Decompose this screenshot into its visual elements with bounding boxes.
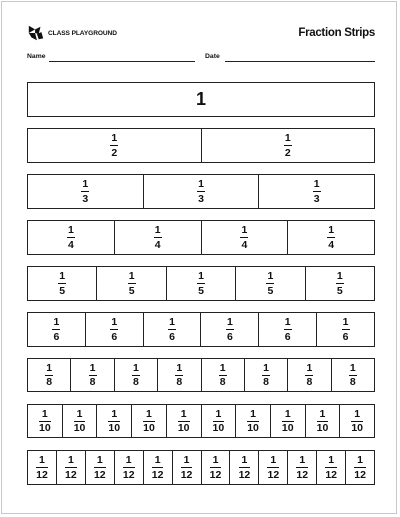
fraction-bar bbox=[239, 467, 251, 468]
fraction-denominator: 3 bbox=[198, 192, 204, 205]
fraction-cell bbox=[288, 451, 317, 484]
fraction-denominator: 12 bbox=[65, 468, 77, 481]
fraction-label bbox=[239, 455, 251, 480]
fraction-denominator: 2 bbox=[284, 146, 291, 159]
fraction-label bbox=[123, 455, 135, 480]
fraction-denominator: 12 bbox=[354, 468, 366, 481]
fraction-cell bbox=[245, 359, 288, 391]
fraction-bar bbox=[67, 237, 75, 238]
fraction-bar bbox=[181, 467, 193, 468]
fraction-denominator: 6 bbox=[111, 330, 118, 343]
fraction-strip-1 bbox=[27, 82, 375, 117]
fraction-label bbox=[132, 363, 140, 388]
fraction-numerator: 1 bbox=[146, 407, 152, 420]
fraction-label bbox=[210, 455, 222, 480]
fraction-numerator: 1 bbox=[59, 270, 66, 282]
fraction-denominator: 10 bbox=[73, 422, 86, 434]
fraction-bar bbox=[296, 467, 308, 468]
fraction-denominator: 5 bbox=[128, 284, 135, 297]
fraction-denominator: 8 bbox=[349, 376, 356, 388]
fraction-numerator: 1 bbox=[354, 407, 361, 420]
fraction-numerator: 1 bbox=[133, 361, 139, 374]
fraction-numerator: 1 bbox=[299, 454, 306, 466]
fraction-denominator: 12 bbox=[209, 468, 222, 481]
fraction-bar bbox=[152, 467, 164, 468]
fraction-cell bbox=[57, 451, 86, 484]
fraction-denominator: 12 bbox=[296, 468, 309, 481]
fraction-denominator: 5 bbox=[198, 284, 204, 297]
fraction-cell bbox=[236, 267, 305, 300]
fraction-numerator: 1 bbox=[53, 316, 60, 328]
fraction-denominator: 8 bbox=[133, 376, 139, 388]
fraction-cell bbox=[28, 175, 144, 208]
fraction-strip-4 bbox=[27, 220, 375, 255]
fraction-numerator: 1 bbox=[270, 454, 277, 466]
fraction-numerator: 1 bbox=[328, 224, 335, 236]
fraction-numerator: 1 bbox=[82, 178, 89, 190]
fraction-numerator: 1 bbox=[284, 132, 291, 144]
fraction-cell bbox=[271, 405, 306, 437]
fraction-cell bbox=[332, 359, 374, 391]
fraction-label bbox=[152, 455, 164, 480]
fraction-bar bbox=[226, 329, 234, 330]
fraction-cell bbox=[167, 405, 202, 437]
fraction-label bbox=[197, 179, 205, 204]
fraction-denominator: 12 bbox=[180, 468, 193, 481]
fraction-denominator: 12 bbox=[151, 468, 164, 481]
fraction-label bbox=[325, 455, 337, 480]
fraction-cell bbox=[28, 267, 97, 300]
fraction-label bbox=[313, 179, 321, 204]
fraction-label bbox=[74, 409, 86, 434]
fraction-denominator: 12 bbox=[267, 468, 280, 481]
fraction-denominator: 10 bbox=[316, 422, 329, 434]
fraction-label bbox=[39, 409, 51, 434]
fraction-label bbox=[181, 455, 193, 480]
fraction-denominator: 10 bbox=[247, 422, 259, 434]
fraction-strip-8 bbox=[27, 358, 375, 392]
fraction-numerator: 1 bbox=[267, 270, 274, 282]
fraction-denominator: 8 bbox=[219, 376, 226, 388]
fraction-numerator: 1 bbox=[111, 132, 118, 144]
fraction-cell bbox=[28, 129, 202, 162]
fraction-numerator: 1 bbox=[357, 454, 364, 466]
fraction-label bbox=[266, 271, 274, 296]
fraction-strip-2 bbox=[27, 128, 375, 163]
fraction-numerator: 1 bbox=[125, 454, 132, 466]
fraction-numerator: 1 bbox=[198, 270, 204, 282]
fraction-bar bbox=[65, 467, 77, 468]
fraction-label bbox=[219, 363, 227, 388]
fraction-denominator: 12 bbox=[122, 468, 135, 481]
fraction-bar bbox=[168, 329, 176, 330]
name-field[interactable] bbox=[49, 61, 195, 62]
fraction-bar bbox=[267, 467, 279, 468]
name-label: Name bbox=[27, 53, 46, 60]
fraction-cell bbox=[167, 267, 236, 300]
fraction-cell bbox=[202, 405, 237, 437]
fraction-numerator: 1 bbox=[41, 407, 48, 420]
fraction-denominator: 10 bbox=[281, 422, 294, 434]
fraction-cell bbox=[28, 313, 86, 346]
fraction-cell bbox=[144, 313, 202, 346]
fraction-denominator: 8 bbox=[46, 376, 53, 388]
student-fields bbox=[27, 53, 375, 65]
whole-label: 1 bbox=[195, 89, 206, 109]
fraction-numerator: 1 bbox=[342, 316, 349, 328]
fraction-bar bbox=[128, 283, 136, 284]
fraction-denominator: 8 bbox=[89, 376, 96, 388]
fraction-label bbox=[128, 271, 136, 296]
fraction-cell bbox=[306, 405, 341, 437]
fraction-denominator: 4 bbox=[241, 238, 248, 251]
fraction-bar bbox=[240, 237, 248, 238]
fraction-cell bbox=[317, 451, 346, 484]
fraction-cell bbox=[28, 83, 374, 116]
fraction-cell bbox=[97, 267, 166, 300]
fraction-cell bbox=[201, 313, 259, 346]
fraction-cell bbox=[306, 267, 374, 300]
fraction-label bbox=[262, 363, 270, 388]
fraction-numerator: 1 bbox=[111, 316, 118, 328]
fraction-numerator: 1 bbox=[263, 361, 269, 374]
fraction-numerator: 1 bbox=[226, 316, 233, 328]
fraction-numerator: 1 bbox=[154, 224, 161, 236]
fraction-denominator: 3 bbox=[313, 192, 320, 205]
fraction-label bbox=[175, 363, 183, 388]
fraction-bar bbox=[123, 467, 135, 468]
fraction-denominator: 4 bbox=[67, 238, 74, 251]
brand-name: CLASS PLAYGROUND bbox=[48, 29, 117, 37]
fraction-bar bbox=[284, 329, 292, 330]
fraction-label bbox=[351, 409, 363, 434]
fraction-denominator: 8 bbox=[306, 376, 313, 388]
fraction-bar bbox=[94, 467, 106, 468]
fraction-bar bbox=[342, 329, 350, 330]
fraction-label bbox=[67, 225, 75, 250]
fraction-cell bbox=[71, 359, 114, 391]
fraction-numerator: 1 bbox=[284, 407, 291, 420]
fraction-numerator: 1 bbox=[306, 361, 313, 374]
fraction-denominator: 4 bbox=[154, 238, 161, 251]
fraction-cell bbox=[236, 405, 271, 437]
fraction-cell bbox=[132, 405, 167, 437]
fraction-denominator: 12 bbox=[325, 468, 338, 481]
fraction-label bbox=[45, 363, 53, 388]
fraction-denominator: 8 bbox=[176, 376, 183, 388]
date-field[interactable] bbox=[225, 61, 375, 62]
fraction-numerator: 1 bbox=[76, 407, 83, 420]
fraction-denominator: 3 bbox=[82, 192, 89, 205]
fraction-cell bbox=[202, 359, 245, 391]
fraction-numerator: 1 bbox=[241, 224, 248, 236]
fraction-denominator: 10 bbox=[143, 422, 155, 434]
fraction-numerator: 1 bbox=[67, 454, 74, 466]
fraction-label bbox=[317, 409, 329, 434]
fraction-numerator: 1 bbox=[250, 407, 256, 420]
fraction-numerator: 1 bbox=[180, 407, 187, 420]
fraction-bar bbox=[110, 145, 118, 146]
fraction-label bbox=[81, 179, 89, 204]
fraction-numerator: 1 bbox=[319, 407, 326, 420]
fraction-numerator: 1 bbox=[154, 454, 161, 466]
fraction-bar bbox=[197, 283, 205, 284]
fraction-numerator: 1 bbox=[111, 407, 118, 420]
fraction-denominator: 12 bbox=[36, 468, 48, 481]
fraction-bar bbox=[354, 467, 366, 468]
fraction-numerator: 1 bbox=[46, 361, 53, 374]
fraction-numerator: 1 bbox=[219, 361, 226, 374]
fraction-denominator: 12 bbox=[238, 468, 251, 481]
fraction-bar bbox=[284, 145, 292, 146]
fraction-numerator: 1 bbox=[198, 178, 204, 190]
fraction-label bbox=[240, 225, 248, 250]
fraction-label bbox=[94, 455, 106, 480]
fraction-numerator: 1 bbox=[176, 361, 183, 374]
fraction-bar bbox=[197, 191, 205, 192]
fraction-numerator: 1 bbox=[67, 224, 74, 236]
fraction-label bbox=[58, 271, 66, 296]
fraction-label bbox=[336, 271, 344, 296]
fraction-cell bbox=[115, 221, 202, 254]
fraction-cell bbox=[259, 313, 317, 346]
fraction-numerator: 1 bbox=[96, 454, 103, 466]
fraction-cell bbox=[202, 451, 231, 484]
fraction-numerator: 1 bbox=[215, 407, 222, 420]
fraction-label bbox=[108, 409, 120, 434]
fraction-numerator: 1 bbox=[183, 454, 190, 466]
fraction-label bbox=[284, 317, 292, 342]
fraction-cell bbox=[115, 451, 144, 484]
fraction-cell bbox=[317, 313, 374, 346]
fraction-label bbox=[296, 455, 308, 480]
fraction-cell bbox=[63, 405, 98, 437]
fraction-label bbox=[342, 317, 350, 342]
fraction-label bbox=[143, 409, 155, 434]
fraction-numerator: 1 bbox=[328, 454, 335, 466]
fraction-denominator: 5 bbox=[267, 284, 274, 297]
fraction-label bbox=[267, 455, 279, 480]
fraction-strip-5 bbox=[27, 266, 375, 301]
fraction-label bbox=[168, 317, 176, 342]
class-playground-logo-icon bbox=[27, 24, 45, 42]
fraction-numerator: 1 bbox=[128, 270, 135, 282]
fraction-label bbox=[305, 363, 313, 388]
fraction-bar bbox=[327, 237, 335, 238]
fraction-cell bbox=[97, 405, 132, 437]
fraction-numerator: 1 bbox=[284, 316, 291, 328]
fraction-cell bbox=[173, 451, 202, 484]
fraction-strip-6 bbox=[27, 312, 375, 347]
fraction-denominator: 6 bbox=[226, 330, 233, 343]
fraction-bar bbox=[36, 467, 48, 468]
brand-logo bbox=[27, 24, 117, 42]
fraction-cell bbox=[288, 359, 331, 391]
fraction-numerator: 1 bbox=[241, 454, 248, 466]
fraction-cell bbox=[28, 405, 63, 437]
fraction-denominator: 5 bbox=[59, 284, 66, 297]
fraction-denominator: 5 bbox=[336, 284, 343, 297]
fraction-denominator: 10 bbox=[351, 422, 364, 434]
fraction-cell bbox=[115, 359, 158, 391]
fraction-label bbox=[247, 409, 259, 434]
fraction-cell bbox=[230, 451, 259, 484]
fraction-bar bbox=[336, 283, 344, 284]
fraction-label bbox=[65, 455, 77, 480]
fraction-denominator: 2 bbox=[111, 146, 118, 159]
fraction-numerator: 1 bbox=[212, 454, 219, 466]
fraction-strip-12 bbox=[27, 450, 375, 485]
fraction-cell bbox=[86, 313, 144, 346]
fraction-denominator: 10 bbox=[177, 422, 190, 434]
fraction-bar bbox=[313, 191, 321, 192]
fraction-strip-10 bbox=[27, 404, 375, 438]
fraction-bar bbox=[210, 467, 222, 468]
fraction-cell bbox=[28, 359, 71, 391]
fraction-cell bbox=[288, 221, 374, 254]
fraction-cell bbox=[340, 405, 374, 437]
fraction-numerator: 1 bbox=[313, 178, 320, 190]
fraction-bar bbox=[52, 329, 60, 330]
fraction-numerator: 1 bbox=[336, 270, 343, 282]
fraction-cell bbox=[28, 451, 57, 484]
fraction-cell bbox=[202, 221, 289, 254]
fraction-denominator: 6 bbox=[53, 330, 60, 343]
fraction-cell bbox=[158, 359, 201, 391]
fraction-cell bbox=[28, 221, 115, 254]
fraction-bar bbox=[325, 467, 337, 468]
fraction-cell bbox=[202, 129, 375, 162]
fraction-bar bbox=[58, 283, 66, 284]
fraction-denominator: 4 bbox=[328, 238, 335, 251]
fraction-label bbox=[110, 133, 118, 158]
fraction-label bbox=[154, 225, 162, 250]
fraction-cell bbox=[259, 451, 288, 484]
fraction-numerator: 1 bbox=[39, 454, 45, 466]
fraction-bar bbox=[81, 191, 89, 192]
fraction-cell bbox=[144, 451, 173, 484]
fraction-label bbox=[327, 225, 335, 250]
fraction-cell bbox=[346, 451, 374, 484]
fraction-label bbox=[52, 317, 60, 342]
fraction-label bbox=[282, 409, 294, 434]
fraction-strip-3 bbox=[27, 174, 375, 209]
fraction-bar bbox=[266, 283, 274, 284]
fraction-label bbox=[349, 363, 357, 388]
page-title: Fraction Strips bbox=[298, 27, 375, 39]
page-header bbox=[27, 24, 375, 48]
fraction-label bbox=[226, 317, 234, 342]
fraction-denominator: 8 bbox=[263, 376, 269, 388]
fraction-bar bbox=[110, 329, 118, 330]
fraction-label bbox=[197, 271, 205, 296]
fraction-denominator: 10 bbox=[39, 422, 51, 434]
fraction-cell bbox=[259, 175, 374, 208]
fraction-label bbox=[213, 409, 225, 434]
fraction-numerator: 1 bbox=[349, 361, 356, 374]
fraction-label bbox=[354, 455, 366, 480]
fraction-cell bbox=[86, 451, 115, 484]
fraction-label bbox=[110, 317, 118, 342]
fraction-denominator: 10 bbox=[212, 422, 225, 434]
fraction-label bbox=[36, 455, 48, 480]
fraction-denominator: 6 bbox=[284, 330, 291, 343]
fraction-bar bbox=[154, 237, 162, 238]
fraction-cell bbox=[144, 175, 260, 208]
fraction-label bbox=[178, 409, 190, 434]
fraction-denominator: 6 bbox=[169, 330, 175, 343]
fraction-denominator: 6 bbox=[342, 330, 349, 343]
fraction-denominator: 10 bbox=[108, 422, 121, 434]
fraction-label bbox=[284, 133, 292, 158]
fraction-label bbox=[89, 363, 97, 388]
fraction-numerator: 1 bbox=[169, 316, 175, 328]
date-label: Date bbox=[205, 53, 220, 60]
fraction-denominator: 12 bbox=[93, 468, 106, 481]
fraction-numerator: 1 bbox=[89, 361, 96, 374]
